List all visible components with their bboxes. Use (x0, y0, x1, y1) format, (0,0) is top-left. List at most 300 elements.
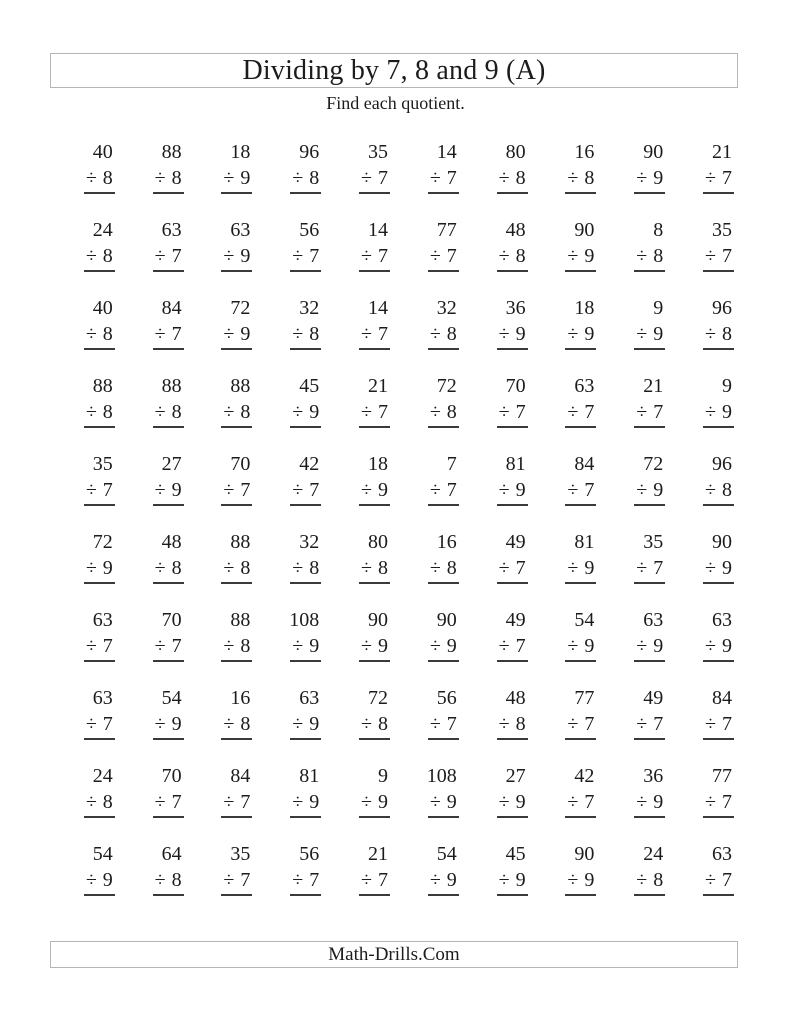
divisor-line (634, 165, 665, 194)
dividend: 63 (712, 609, 732, 631)
divisor: 8 (378, 713, 388, 735)
dividend: 70 (505, 375, 526, 397)
problem-cell (252, 451, 321, 504)
divisor: 8 (171, 401, 182, 423)
problem-cell (390, 607, 459, 660)
divisor: 9 (171, 713, 182, 735)
problem-cell (459, 373, 528, 426)
dividend: 48 (505, 219, 526, 241)
divisor-line (84, 399, 115, 428)
divisor: 7 (378, 401, 388, 423)
divisor-line (221, 789, 252, 818)
problem-cell (184, 763, 253, 816)
division-sign: ÷ (498, 245, 510, 267)
divisor: 8 (240, 557, 251, 579)
divisor-line (84, 477, 115, 506)
dividend: 63 (92, 609, 113, 631)
divisor: 7 (584, 401, 595, 423)
problem-cell (528, 217, 597, 270)
division-sign: ÷ (223, 557, 235, 579)
dividend: 36 (505, 297, 526, 319)
problem-cell (459, 451, 528, 504)
division-sign: ÷ (154, 869, 166, 891)
dividend: 48 (505, 687, 526, 709)
divisor: 9 (584, 557, 595, 579)
divisor-line (290, 243, 321, 272)
problem-cell (596, 763, 665, 816)
dividend: 45 (505, 843, 526, 865)
division-sign: ÷ (429, 635, 441, 657)
divisor: 8 (309, 557, 320, 579)
divisor: 8 (309, 323, 320, 345)
divisor: 8 (102, 167, 113, 189)
dividend: 21 (712, 141, 732, 163)
divisor: 9 (102, 869, 113, 891)
dividend: 56 (299, 843, 320, 865)
problem-cell (665, 373, 734, 426)
divisor-line (428, 165, 459, 194)
problem-cell (184, 139, 253, 192)
divisor-line (359, 321, 390, 350)
division-sign: ÷ (292, 323, 304, 345)
divisor: 7 (722, 869, 732, 891)
divisor: 7 (515, 401, 526, 423)
problem-cell (46, 607, 115, 660)
dividend: 63 (161, 219, 182, 241)
division-sign: ÷ (636, 635, 648, 657)
dividend: 63 (299, 687, 320, 709)
divisor-line (634, 633, 665, 662)
problem-cell (390, 529, 459, 582)
divisor: 9 (584, 869, 595, 891)
problem-cell (252, 763, 321, 816)
division-sign: ÷ (567, 635, 579, 657)
divisor: 9 (240, 323, 251, 345)
problem-cell (115, 295, 184, 348)
dividend: 56 (436, 687, 457, 709)
divisor-line (359, 789, 390, 818)
divisor-line (428, 321, 459, 350)
dividend: 16 (230, 687, 251, 709)
divisor: 8 (171, 557, 182, 579)
dividend: 63 (643, 609, 664, 631)
problem-cell (596, 529, 665, 582)
dividend: 21 (368, 375, 388, 397)
problem-cell (390, 295, 459, 348)
division-sign: ÷ (292, 635, 304, 657)
divisor-line (703, 165, 734, 194)
problem-cell (184, 841, 253, 894)
divisor-line (703, 399, 734, 428)
problem-cell (596, 451, 665, 504)
problem-cell (596, 217, 665, 270)
dividend: 80 (505, 141, 526, 163)
divisor: 9 (309, 791, 320, 813)
divisor: 7 (378, 245, 388, 267)
divisor-line (290, 867, 321, 896)
divisor-line (497, 711, 528, 740)
division-sign: ÷ (85, 323, 97, 345)
divisor-line (221, 399, 252, 428)
division-sign: ÷ (361, 245, 372, 267)
division-sign: ÷ (705, 713, 716, 735)
dividend: 49 (643, 687, 664, 709)
divisor-line (565, 555, 596, 584)
divisor-line (565, 165, 596, 194)
divisor-line (221, 555, 252, 584)
problem-cell (321, 841, 390, 894)
division-sign: ÷ (154, 401, 166, 423)
problem-cell (46, 295, 115, 348)
divisor: 7 (102, 713, 113, 735)
dividend: 63 (92, 687, 113, 709)
divisor-line (153, 321, 184, 350)
divisor: 7 (171, 791, 182, 813)
division-sign: ÷ (292, 791, 304, 813)
divisor-line (84, 243, 115, 272)
division-sign: ÷ (361, 557, 372, 579)
divisor-line (497, 555, 528, 584)
divisor-line (497, 477, 528, 506)
division-sign: ÷ (429, 401, 441, 423)
divisor-line (703, 555, 734, 584)
problem-cell (459, 295, 528, 348)
division-sign: ÷ (154, 557, 166, 579)
divisor: 7 (515, 635, 526, 657)
problem-cell (459, 763, 528, 816)
problem-cell (390, 139, 459, 192)
division-sign: ÷ (498, 479, 510, 501)
problem-cell (115, 841, 184, 894)
worksheet-subtitle: Find each quotient. (326, 93, 465, 113)
division-sign: ÷ (498, 791, 510, 813)
dividend: 32 (299, 297, 320, 319)
problem-cell (390, 841, 459, 894)
problem-cell (252, 529, 321, 582)
divisor-line (153, 633, 184, 662)
division-sign: ÷ (705, 791, 716, 813)
division-sign: ÷ (361, 869, 372, 891)
problem-cell (596, 373, 665, 426)
division-sign: ÷ (361, 713, 372, 735)
problem-cell (184, 685, 253, 738)
division-sign: ÷ (498, 167, 510, 189)
dividend: 49 (505, 531, 526, 553)
division-sign: ÷ (223, 167, 235, 189)
dividend: 18 (574, 297, 595, 319)
dividend: 35 (92, 453, 113, 475)
divisor: 7 (309, 869, 320, 891)
divisor: 8 (240, 713, 251, 735)
division-sign: ÷ (429, 479, 441, 501)
dividend: 45 (299, 375, 320, 397)
divisor: 7 (378, 869, 388, 891)
divisor: 7 (653, 713, 664, 735)
dividend: 24 (92, 219, 113, 241)
divisor-line (153, 789, 184, 818)
dividend: 70 (230, 453, 251, 475)
dividend: 81 (574, 531, 595, 553)
division-sign: ÷ (567, 791, 579, 813)
division-sign: ÷ (567, 713, 579, 735)
problem-cell (528, 295, 597, 348)
divisor: 9 (309, 401, 320, 423)
divisor-line (221, 633, 252, 662)
dividend: 90 (368, 609, 388, 631)
divisor-line (84, 711, 115, 740)
divisor-line (153, 399, 184, 428)
divisor: 8 (102, 245, 113, 267)
division-sign: ÷ (292, 557, 304, 579)
dividend: 88 (230, 375, 251, 397)
dividend: 16 (436, 531, 457, 553)
divisor-line (497, 165, 528, 194)
divisor: 7 (722, 791, 732, 813)
divisor-line (84, 633, 115, 662)
divisor: 9 (378, 479, 388, 501)
problem-cell (665, 529, 734, 582)
divisor-line (703, 867, 734, 896)
problem-cell (321, 139, 390, 192)
problem-cell (184, 607, 253, 660)
divisor-line (428, 867, 459, 896)
dividend: 54 (92, 843, 113, 865)
division-sign: ÷ (498, 869, 510, 891)
division-sign: ÷ (154, 635, 166, 657)
divisor-line (565, 711, 596, 740)
problem-cell (459, 685, 528, 738)
problem-cell (46, 685, 115, 738)
dividend: 35 (712, 219, 732, 241)
divisor-line (359, 165, 390, 194)
problem-cell (321, 295, 390, 348)
problem-cell (115, 217, 184, 270)
division-sign: ÷ (636, 869, 648, 891)
division-sign: ÷ (292, 167, 304, 189)
divisor: 9 (653, 791, 664, 813)
divisor: 9 (171, 479, 182, 501)
problem-cell (321, 685, 390, 738)
problem-cell (528, 529, 597, 582)
divisor-line (634, 867, 665, 896)
divisor-line (428, 399, 459, 428)
dividend: 96 (299, 141, 320, 163)
division-sign: ÷ (154, 323, 166, 345)
divisor: 9 (309, 635, 320, 657)
divisor: 8 (515, 167, 526, 189)
dividend: 54 (161, 687, 182, 709)
divisor-line (634, 477, 665, 506)
problem-cell (115, 763, 184, 816)
dividend: 14 (368, 219, 388, 241)
dividend: 24 (643, 843, 664, 865)
problem-cell (46, 529, 115, 582)
division-sign: ÷ (361, 791, 372, 813)
dividend: 9 (653, 297, 664, 319)
problem-cell (115, 139, 184, 192)
problem-cell (184, 295, 253, 348)
divisor-line (497, 321, 528, 350)
divisor-line (634, 243, 665, 272)
division-sign: ÷ (429, 713, 441, 735)
divisor: 8 (515, 713, 526, 735)
division-sign: ÷ (429, 245, 441, 267)
dividend: 35 (230, 843, 251, 865)
divisor: 7 (584, 479, 595, 501)
problem-cell (115, 451, 184, 504)
divisor-line (565, 243, 596, 272)
division-sign: ÷ (636, 791, 648, 813)
division-sign: ÷ (498, 713, 510, 735)
problem-cell (665, 685, 734, 738)
problem-cell (390, 217, 459, 270)
divisor: 8 (102, 323, 113, 345)
problem-cell (665, 295, 734, 348)
divisor-line (221, 243, 252, 272)
dividend: 42 (574, 765, 595, 787)
division-sign: ÷ (429, 167, 441, 189)
divisor: 7 (102, 479, 113, 501)
dividend: 21 (368, 843, 388, 865)
division-sign: ÷ (361, 479, 372, 501)
divisor-line (428, 789, 459, 818)
title-box (50, 53, 738, 88)
dividend: 7 (446, 453, 457, 475)
divisor: 7 (584, 713, 595, 735)
divisor-line (290, 477, 321, 506)
problem-cell (528, 139, 597, 192)
divisor: 9 (240, 245, 251, 267)
division-sign: ÷ (292, 479, 304, 501)
division-sign: ÷ (636, 557, 648, 579)
dividend: 14 (436, 141, 457, 163)
problem-cell (596, 295, 665, 348)
dividend: 27 (161, 453, 182, 475)
divisor: 9 (378, 635, 388, 657)
divisor-line (634, 399, 665, 428)
division-sign: ÷ (705, 323, 716, 345)
divisor: 9 (722, 401, 732, 423)
divisor: 7 (722, 245, 732, 267)
divisor-line (634, 789, 665, 818)
dividend: 63 (712, 843, 732, 865)
worksheet-title: Dividing by 7, 8 and 9 (A) (242, 54, 546, 86)
dividend: 90 (574, 219, 595, 241)
divisor: 8 (722, 323, 732, 345)
divisor: 9 (653, 479, 664, 501)
problem-cell (46, 217, 115, 270)
dividend: 9 (722, 375, 732, 397)
divisor: 7 (378, 167, 388, 189)
dividend: 84 (230, 765, 251, 787)
problem-cell (596, 607, 665, 660)
divisor-line (428, 477, 459, 506)
divisor: 9 (240, 167, 251, 189)
divisor-line (359, 711, 390, 740)
divisor-line (359, 633, 390, 662)
problem-cell (252, 217, 321, 270)
dividend: 35 (643, 531, 664, 553)
dividend: 40 (92, 141, 113, 163)
divisor: 7 (309, 479, 320, 501)
divisor-line (221, 477, 252, 506)
problem-cell (321, 373, 390, 426)
divisor: 8 (722, 479, 732, 501)
divisor: 7 (722, 713, 732, 735)
divisor: 9 (515, 479, 526, 501)
divisor: 7 (171, 245, 182, 267)
divisor: 8 (653, 869, 664, 891)
divisor-line (565, 633, 596, 662)
division-sign: ÷ (223, 323, 235, 345)
division-sign: ÷ (705, 869, 716, 891)
problem-cell (390, 373, 459, 426)
division-sign: ÷ (292, 713, 304, 735)
dividend: 96 (712, 453, 732, 475)
divisor: 7 (240, 869, 251, 891)
problem-cell (184, 217, 253, 270)
division-sign: ÷ (85, 791, 97, 813)
divisor-line (497, 399, 528, 428)
dividend: 72 (92, 531, 113, 553)
divisor: 7 (309, 245, 320, 267)
division-sign: ÷ (223, 479, 235, 501)
problem-cell (528, 607, 597, 660)
division-sign: ÷ (85, 713, 97, 735)
problem-cell (115, 529, 184, 582)
divisor-line (428, 555, 459, 584)
dividend: 54 (574, 609, 595, 631)
divisor: 8 (309, 167, 320, 189)
problem-cell (252, 295, 321, 348)
divisor: 7 (584, 791, 595, 813)
divisor-line (703, 633, 734, 662)
divisor-line (290, 789, 321, 818)
division-sign: ÷ (636, 713, 648, 735)
footer-site-name: Math-Drills.Com (328, 943, 460, 965)
dividend: 77 (436, 219, 457, 241)
division-sign: ÷ (223, 635, 235, 657)
problem-cell (665, 217, 734, 270)
dividend: 8 (653, 219, 664, 241)
divisor: 8 (171, 869, 182, 891)
problem-cell (665, 451, 734, 504)
problem-cell (665, 139, 734, 192)
divisor: 8 (515, 245, 526, 267)
division-sign: ÷ (429, 557, 441, 579)
division-sign: ÷ (223, 401, 235, 423)
dividend: 32 (436, 297, 457, 319)
problem-cell (390, 685, 459, 738)
divisor-line (703, 321, 734, 350)
dividend: 81 (505, 453, 526, 475)
problem-cell (459, 841, 528, 894)
division-sign: ÷ (705, 557, 716, 579)
division-sign: ÷ (85, 479, 97, 501)
divisor-line (84, 321, 115, 350)
division-sign: ÷ (154, 167, 166, 189)
divisor: 9 (722, 635, 732, 657)
division-sign: ÷ (85, 245, 97, 267)
problem-cell (321, 451, 390, 504)
dividend: 32 (299, 531, 320, 553)
dividend: 88 (161, 141, 182, 163)
divisor: 8 (240, 635, 251, 657)
divisor-line (359, 477, 390, 506)
dividend: 49 (505, 609, 526, 631)
dividend: 84 (161, 297, 182, 319)
divisor: 7 (653, 401, 664, 423)
